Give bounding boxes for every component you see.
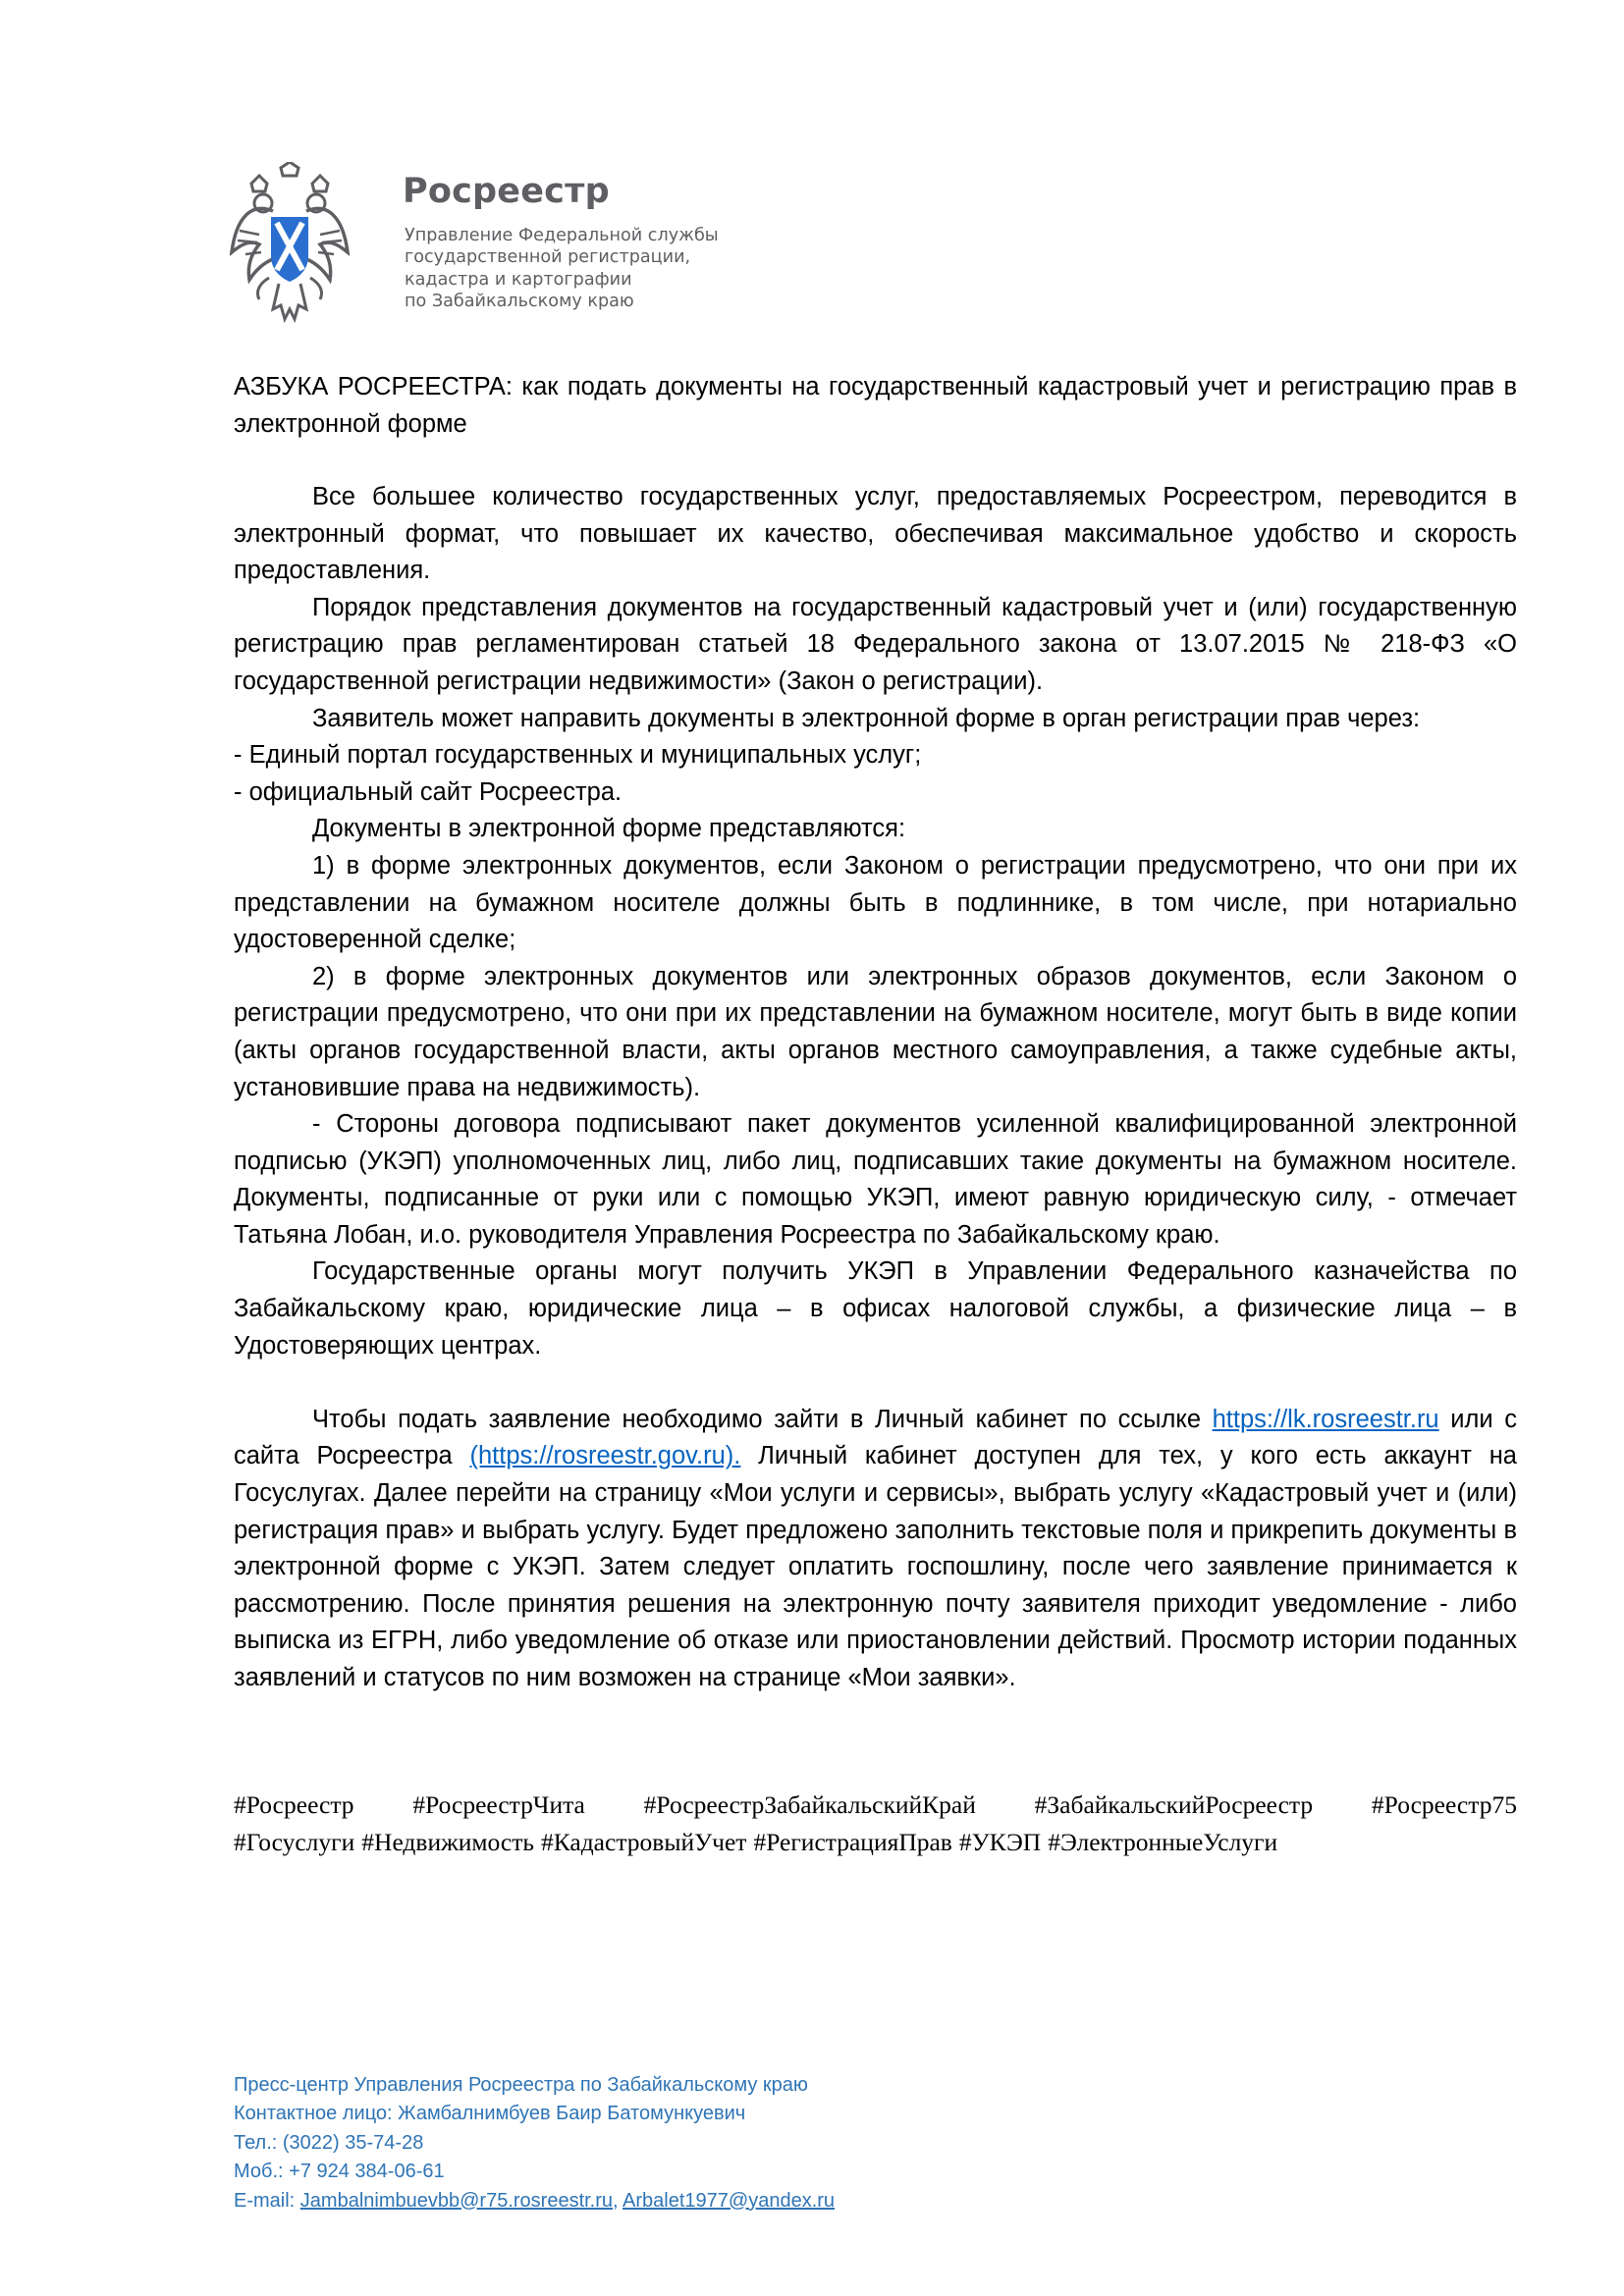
hashtag: #КадастровыйУчет <box>540 1827 747 1856</box>
hashtag-row <box>234 1824 1517 1861</box>
paragraph: Заявитель может направить документы в электронной форме в орган регистрации прав через: <box>312 704 1421 732</box>
paragraph: Порядок представления документов на государственный кадастровый учет и (или) государственную регистрацию прав регламентирован статьей 18 Федерального закона от 13.07.2015 № 218-ФЗ «О государственной регистрации недвижимости» (Закон о регистрации). <box>234 593 1517 695</box>
agency-line: государственной регистрации, <box>405 247 691 268</box>
hashtag: #РосреестрЧита <box>412 1790 585 1819</box>
hashtags <box>234 1787 1517 1861</box>
double-headed-eagle-emblem-icon <box>230 162 350 329</box>
brand-name: Росреестр <box>403 172 610 211</box>
agency-line: кадастра и картографии <box>405 269 632 290</box>
rosreestr-logo <box>230 162 740 334</box>
agency-line: Управление Федеральной службы <box>405 226 719 245</box>
hashtag: #УКЭП <box>958 1827 1042 1856</box>
hashtag: #ЗабайкальскийРосреестр <box>1034 1790 1314 1819</box>
hashtag: #ЭлектронныеУслуги <box>1048 1827 1278 1856</box>
press-contacts <box>234 2071 1117 2216</box>
email-line <box>234 2187 1117 2216</box>
lk-rosreestr-link[interactable]: https://lk.rosreestr.ru <box>1212 1405 1439 1433</box>
contact-person-line: Контактное лицо: Жамбалнимбуев Баир Батомункуевич <box>234 2103 746 2125</box>
email-separator: , <box>613 2189 623 2212</box>
phone-line: Тел.: (3022) 35-74-28 <box>234 2131 424 2154</box>
hashtag: #Недвижимость <box>361 1827 534 1856</box>
hashtag: #Госуслуги <box>234 1827 355 1856</box>
paragraph: 1) в форме электронных документов, если Законом о регистрации предусмотрено, что они при их представлении на бумажном носителе должны быть в подлиннике, в том числе, при нотариально удостоверенной сделке; <box>234 851 1517 954</box>
mobile-line: Моб.: +7 924 384-06-61 <box>234 2161 445 2183</box>
email-link-secondary[interactable]: Arbalet1977@yandex.ru <box>623 2189 836 2212</box>
list-item: - Единый портал государственных и муниципальных услуг; <box>234 741 922 770</box>
list-item: - официальный сайт Росреестра. <box>234 777 623 806</box>
instructions-text: Чтобы подать заявление необходимо зайти в Личный кабинет по ссылке <box>312 1405 1213 1433</box>
paragraph: Документы в электронной форме представляются: <box>312 815 906 843</box>
agency-line: по Забайкальскому краю <box>405 291 634 311</box>
paragraph: - Стороны договора подписывают пакет документов усиленной квалифицированной электронной подписью (УКЭП) уполномоченных лиц, либо лиц, подписавших такие документы на бумажном носителе. Документы, подписанные от руки или с помощью УКЭП, имеют равную юридическую силу, - отмечает Татьяна Лобан, и.о. руководителя Управления Росреестра по Забайкальскому краю. <box>234 1110 1517 1249</box>
email-label: E-mail: <box>234 2189 300 2212</box>
instructions-paragraph <box>234 1402 1517 1697</box>
paragraph: 2) в форме электронных документов или электронных образов документов, если Законом о регистрации предусмотрено, что они при их представлении на бумажном носителе, могут быть в виде копии (акты органов государственной власти, акты органов местного самоуправления, а также судебные акты, установившие права на недвижимость). <box>234 962 1517 1101</box>
press-center-line: Пресс-центр Управления Росреестра по Забайкальскому краю <box>234 2074 808 2096</box>
hashtag: #РосреестрЗабайкальскийКрай <box>643 1790 976 1819</box>
instructions-text: или с сайта Росреестра <box>234 1405 1517 1470</box>
paragraph: Государственные органы могут получить УКЭП в Управлении Федерального казначейства по Забайкальскому краю, юридические лица – в офисах налоговой службы, а физические лица – в Удостоверяющих центрах. <box>234 1257 1517 1360</box>
paragraph: Все большее количество государственных услуг, предоставляемых Росреестром, переводится в электронный формат, что повышает их качество, обеспечивая максимальное удобство и скорость предоставления. <box>234 483 1517 585</box>
agency-name <box>405 225 738 312</box>
document-title: АЗБУКА РОСРЕЕСТРА: как подать документы на государственный кадастровый учет и регистрацию прав в электронной форме <box>234 373 1517 438</box>
hashtag: #Росреестр75 <box>1371 1790 1517 1819</box>
hashtag: #РегистрацияПрав <box>753 1827 952 1856</box>
hashtag-row <box>234 1787 1517 1824</box>
instructions-text: Личный кабинет доступен для тех, у кого есть аккаунт на Госуслугах. Далее перейти на страницу «Мои услуги и сервисы», выбрать услугу «Кадастровый учет и (или) регистрация прав» и выбрать услугу. Будет предложено заполнить текстовые поля и прикрепить документы в электронной форме с УКЭП. Затем следует оплатить госпошлину, после чего заявление принимается к рассмотрению. После принятия решения на электронную почту заявителя приходит уведомление - либо выписка из ЕГРН, либо уведомление об отказе или приостановлении действий. Просмотр истории поданных заявлений и статусов по ним возможен на странице «Мои заявки». <box>234 1442 1517 1691</box>
document-body <box>234 479 1517 1697</box>
rosreestr-site-link[interactable]: (https://rosreestr.gov.ru). <box>469 1442 741 1470</box>
email-link-primary[interactable]: Jambalnimbuevbb@r75.rosreestr.ru <box>299 2189 614 2212</box>
hashtag: #Росреестр <box>234 1790 354 1819</box>
